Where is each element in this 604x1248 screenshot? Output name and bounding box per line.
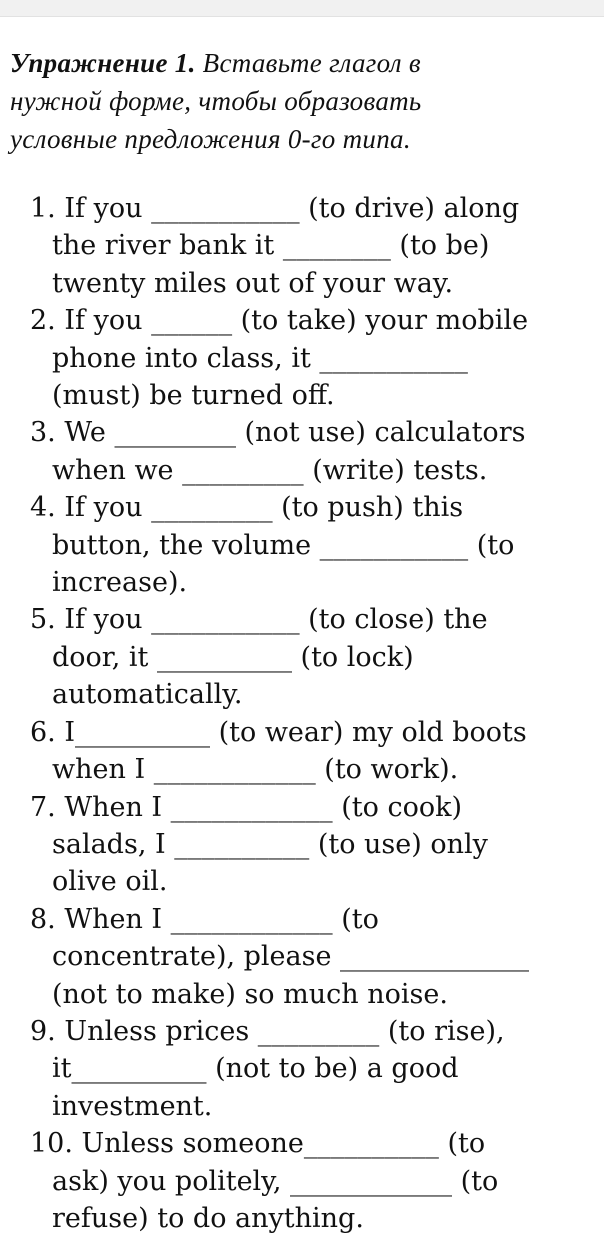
exercise-item-6 [30,714,600,789]
exercise-item-4 [30,489,600,601]
exercise-line: 3. We _________ (not use) calculators [30,417,526,449]
top-bar [0,0,604,17]
exercise-line: salads, I __________ (to use) only [52,828,488,860]
exercise-line: when I ____________ (to work). [52,754,459,786]
exercise-line: 6. I__________ (to wear) my old boots [30,716,527,748]
exercise-line: phone into class, it ___________ [52,342,468,374]
exercise-line: 2. If you ______ (to take) your mobile [30,305,529,337]
exercise-line: button, the volume ___________ (to [52,529,515,561]
exercise-line: (must) be turned off. [52,380,335,412]
exercise-line: ask) you politely, ____________ (to [52,1165,499,1197]
exercise-label: Упражнение 1. [10,48,196,78]
exercise-line: refuse) to do anything. [52,1202,364,1234]
exercise-line: 8. When I ____________ (to [30,903,379,935]
heading-line-1 [10,44,590,82]
exercise-line: automatically. [52,679,243,711]
exercise-item-7 [30,789,600,901]
exercise-line: olive oil. [52,866,168,898]
exercise-line: 4. If you _________ (to push) this [30,492,464,524]
exercise-item-9 [30,1013,600,1125]
exercise-line: increase). [52,567,188,599]
exercise-item-5 [30,601,600,713]
exercise-line: it__________ (not to be) a good [52,1053,459,1085]
exercise-line: 7. When I ____________ (to cook) [30,791,463,823]
exercise-line: door, it __________ (to lock) [52,641,414,673]
exercise-line: 5. If you ___________ (to close) the [30,604,488,636]
exercise-line: (not to make) so much noise. [52,978,448,1010]
exercise-line: 9. Unless prices _________ (to rise), [30,1015,505,1047]
exercise-line: 1. If you ___________ (to drive) along [30,193,520,224]
exercise-list [30,190,600,1237]
exercise-line: when we _________ (write) tests. [52,454,488,486]
exercise-item-10 [30,1125,600,1237]
exercise-line: the river bank it ________ (to be) [52,230,490,262]
exercise-item-3 [30,414,600,489]
instruction-text-1: Вставьте глагол в [195,48,421,78]
exercise-line: twenty miles out of your way. [52,267,454,299]
exercise-line: concentrate), please ______________ [52,941,530,973]
exercise-line: 10. Unless someone__________ (to [30,1128,486,1160]
exercise-line: investment. [52,1090,213,1122]
instruction-text-2: нужной форме, чтобы образовать [10,86,422,116]
exercise-item-1 [30,190,600,302]
exercise-item-2 [30,302,600,414]
exercise-item-8 [30,901,600,1013]
exercise-heading [10,44,590,158]
instruction-text-3: условные предложения 0-го типа. [10,124,411,154]
